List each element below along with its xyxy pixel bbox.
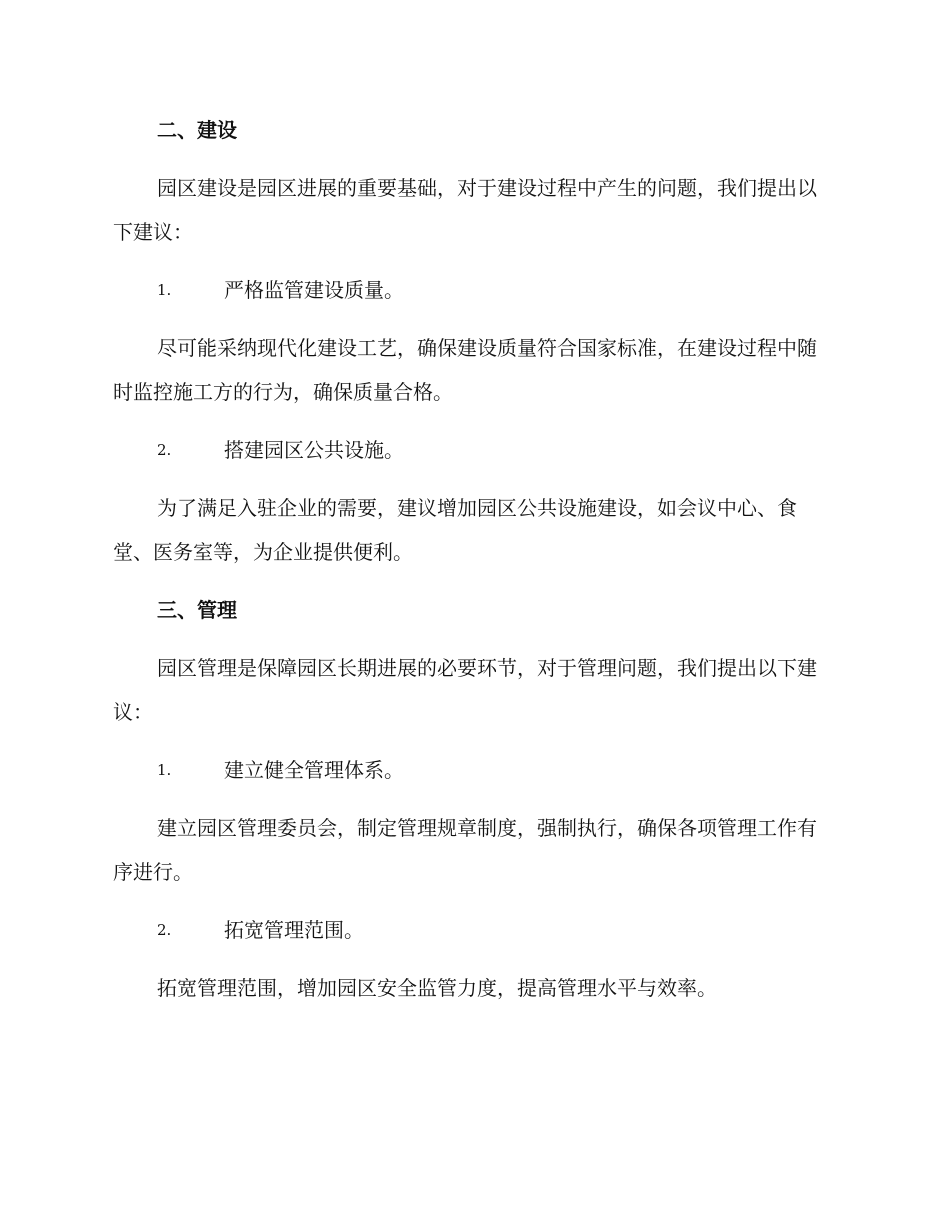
list-item-number: 2. — [157, 921, 172, 939]
list-item-body: 建立园区管理委员会，制定管理规章制度，强制执行，确保各项管理工作有序进行。 — [113, 816, 817, 884]
list-item-number: 2. — [157, 441, 172, 459]
list-item — [113, 428, 833, 472]
section-heading-construction: 二、建设 — [157, 118, 237, 142]
list-item-body: 拓宽管理范围，增加园区安全监管力度，提高管理水平与效率。 — [157, 976, 717, 1000]
list-item — [113, 748, 833, 792]
list-item-number: 1. — [157, 761, 172, 779]
list-item-title: 严格监管建设质量。 — [224, 278, 404, 302]
section-intro-management: 园区管理是保障园区长期进展的必要环节，对于管理问题，我们提出以下建议： — [113, 656, 817, 724]
list-item-title: 建立健全管理体系。 — [224, 758, 404, 782]
section-heading-management: 三、管理 — [157, 598, 237, 622]
list-item-title: 搭建园区公共设施。 — [224, 438, 404, 462]
list-item-body: 尽可能采纳现代化建设工艺，确保建设质量符合国家标准，在建设过程中随时监控施工方的行为，确保质量合格。 — [113, 336, 817, 404]
document-content — [113, 108, 833, 1024]
list-item-title: 拓宽管理范围。 — [224, 918, 364, 942]
list-item-number: 1. — [157, 281, 172, 299]
list-item — [113, 268, 833, 312]
section-intro-construction: 园区建设是园区进展的重要基础，对于建设过程中产生的问题，我们提出以下建议： — [113, 176, 817, 244]
list-item-body: 为了满足入驻企业的需要，建议增加园区公共设施建设，如会议中心、食堂、医务室等，为企业提供便利。 — [113, 496, 797, 564]
list-item — [113, 908, 833, 952]
